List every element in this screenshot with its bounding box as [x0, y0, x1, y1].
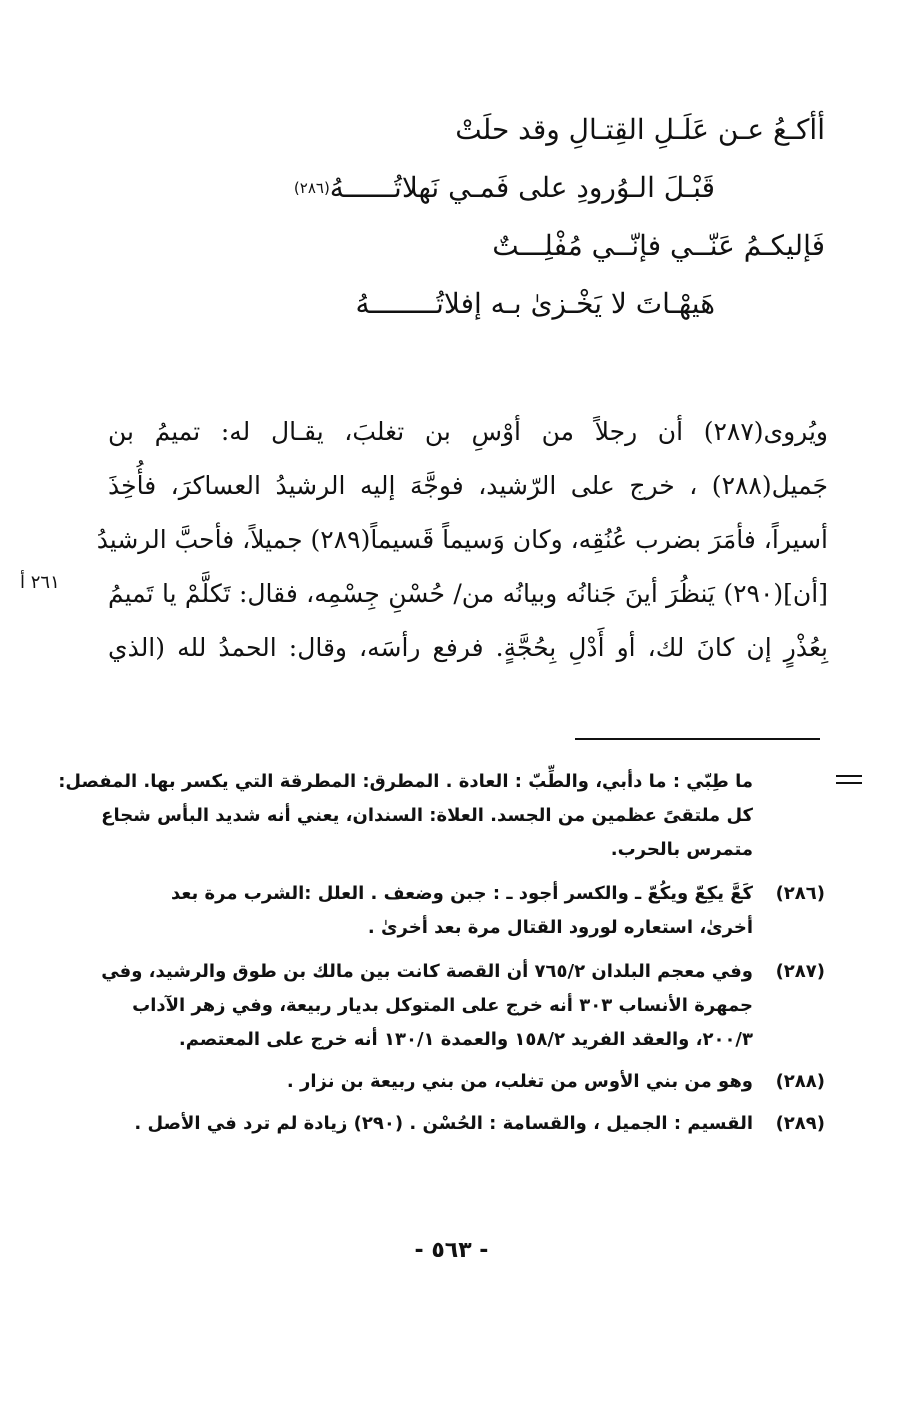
footnote-line: وفي معجم البلدان ٧٦٥/٢ أن القصة كانت بين مالك بن طوق والرشيد، وفي — [101, 961, 753, 982]
footnote-286 — [100, 877, 825, 945]
main-text — [96, 405, 828, 675]
text-line-3: أسيراً، فأمَرَ بضرب عُنُقِه، وكان وَسيماً قَسيماً(٢٨٩) جميلاً، فأحبَّ الرشيدُ — [96, 525, 828, 554]
poem-verse-3: فَإليكـمُ عَنّــي فإنّــي مُفْلِـــتٌ — [492, 229, 825, 262]
poem-verse-2 — [294, 168, 715, 208]
poem-verse-1: أأكـعُ عـن عَلَـلِ القِتـالِ وقد حلَتْ — [455, 113, 825, 146]
poem — [100, 110, 825, 340]
footnote-number: (٢٨٩) — [775, 1113, 825, 1134]
footnote-289 — [100, 1107, 825, 1141]
footnote-number: (٢٨٨) — [775, 1071, 825, 1092]
footnote-separator — [575, 738, 820, 740]
page-number: - ٥٦٣ - — [414, 1238, 489, 1263]
footnote-continuation — [58, 765, 753, 867]
text-line-4: [أن](٢٩٠) يَنظُرَ أينَ جَنانُه وبيانُه من/ حُسْنِ جِسْمِه، فقال: تَكلَّمْ يا تَميمُ — [108, 579, 828, 608]
footnote-288 — [100, 1065, 825, 1099]
footnote-line: القسيم : الجميل ، والقسامة : الحُسْن . (٢٩٠) زيادة لم ترد في الأصل . — [134, 1113, 753, 1134]
footnote-287 — [100, 955, 825, 1057]
footnote-line: ما طِبّي : ما دأبي، والطِّبّ : العادة . المطرق: المطرقة التي يكسر بها. المفصل: — [58, 771, 753, 792]
footnote-reference: (٢٨٦) — [293, 179, 330, 197]
footnote-number: (٢٨٧) — [775, 961, 825, 982]
footnote-line: كَعَّ يكِعّ ويكُعّ ـ والكسر أجود ـ : جبن وضعف . العلل :الشرب مرة بعد — [170, 883, 753, 904]
poem-verse-4: هَيهْـاتَ لا يَخْـزىٰ بـه إفلاتُــــــــهُ — [355, 287, 715, 320]
footnote-line: وهو من بني الأوس من تغلب، من بني ربيعة بن نزار . — [286, 1071, 753, 1092]
footnote-number: (٢٨٦) — [775, 883, 825, 904]
footnote-line: أخرىٰ، استعاره لورود القتال مرة بعد أخرىٰ . — [367, 917, 753, 938]
footnotes — [58, 765, 825, 1141]
text-line-5: بِعُذْرٍ إن كانَ لك، أو أَدْلِ بِحُجَّةٍ. فرفع رأسَه، وقال: الحمدُ لله (الذي — [108, 633, 828, 662]
manuscript-folio-marker: ٢٦١ أ — [20, 572, 60, 593]
text-line-1: ويُروى(٢٨٧) أن رجلاً من أوْسِ بن تغلبَ، يقـال له: تميمُ بن — [108, 417, 828, 446]
continuation-mark — [836, 775, 862, 789]
footnote-line: جمهرة الأنساب ٣٠٣ أنه خرج على المتوكل بديار ربيعة، وفي زهر الآداب — [132, 995, 753, 1016]
poem-verse-2-text: قَبْـلَ الـوُرودِ على فَمـي نَهلاتُــــــهُ — [329, 171, 715, 204]
footnote-line: ٢٠٠/٣، والعقد الفريد ١٥٨/٢ والعمدة ١٣٠/١ أنه خرج على المعتصم. — [178, 1029, 753, 1050]
footnote-line: كل ملتقىً عظمين من الجسد. العلاة: السندان، يعني أنه شديد البأس شجاع — [101, 805, 753, 826]
footnote-line: متمرس بالحرب. — [610, 839, 753, 860]
text-line-2: جَميل(٢٨٨) ، خرج على الرّشيد، فوجَّهَ إليه الرشيدُ العساكرَ، فأُخِذَ — [108, 471, 828, 500]
